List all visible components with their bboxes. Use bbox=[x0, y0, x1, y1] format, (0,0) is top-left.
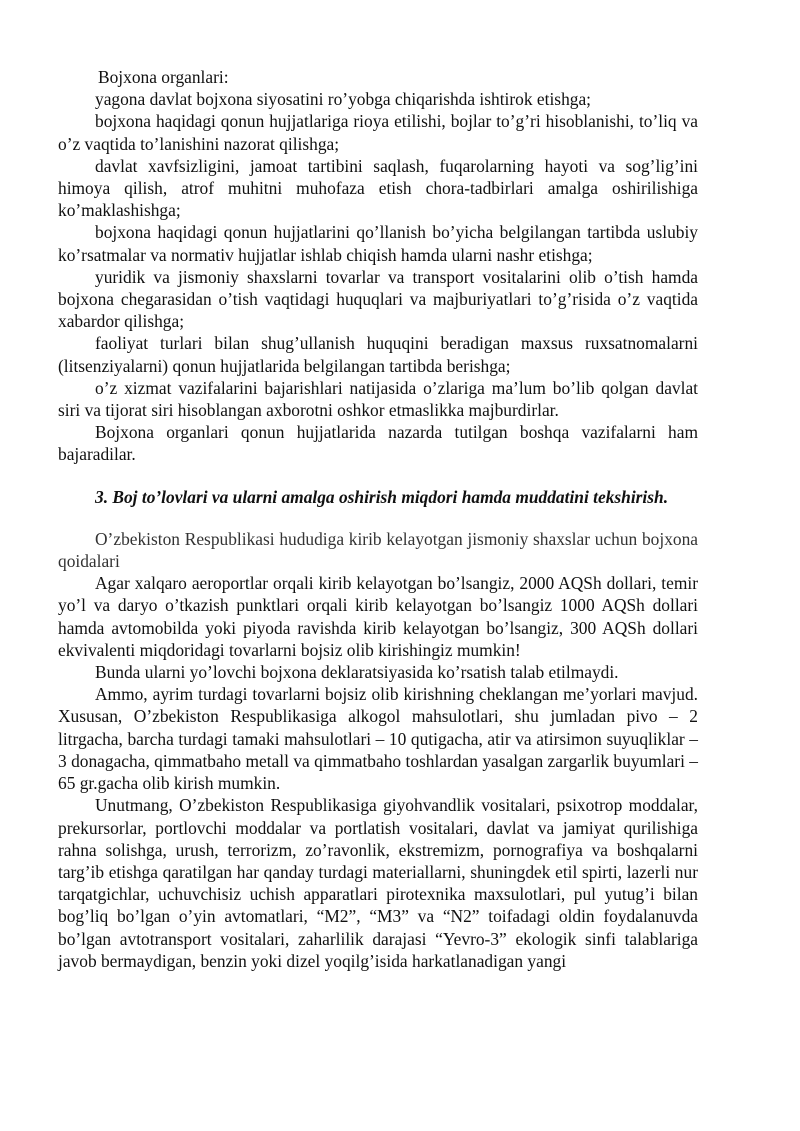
duty-item: o’z xizmat vazifalarini bajarishlari natijasida o’zlariga ma’lum bo’lib qolgan davlat siri va tijorat siri hisoblangan axborotni oshkor etmaslikka majburdirlar. bbox=[58, 377, 698, 421]
duty-item: bojxona haqidagi qonun hujjatlarini qo’llanish bo’yicha belgilangan tartibda uslubiy ko’rsatmalar va normativ hujjatlar ishlab chiqish hamda ularni nashr etishga; bbox=[58, 222, 698, 265]
duty-item: yuridik va jismoniy shaxslarni tovarlar va transport vositalarini olib o’tish hamda bojxona chegarasidan o’tish vaqtidagi huquqlari va majburiyatlari to’g’risida o’z vaqtida xabardor qilishga; bbox=[58, 266, 698, 332]
body-paragraph: Bunda ularni yo’lovchi bojxona deklaratsiyasida ko’rsatish talab etilmaydi. bbox=[95, 662, 619, 683]
body-paragraph: Agar xalqaro aeroportlar orqali kirib kelayotgan bo’lsangiz, 2000 AQSh dollari, temir yo’l va daryo o’tkazish punktlari orqali kirib kelayotgan bo’lsangiz 1000 AQSh dollari hamda avtomobilda yoki piyoda ravishda kirib kelayotgan bo’lsangiz, 300 AQSh dollari ekvivalenti miqdoridagi tovarlarni bojsiz olib kirishingiz mumkin! bbox=[58, 573, 698, 660]
document-page bbox=[58, 66, 698, 972]
section-heading: 3. Boj to’lovlari va ularni amalga oshirish miqdori hamda muddatini tekshirish. bbox=[95, 486, 669, 507]
intro-lead: Bojxona organlari: bbox=[98, 67, 229, 87]
body-paragraph: Ammo, ayrim turdagi tovarlarni bojsiz olib kirishning cheklangan me’yorlari mavjud. Xususan, O’zbekiston Respublikasiga alkogol mahsulotlari, shu jumladan pivo – 2 litrgacha, barcha turdagi tamaki mahsulotlari – 10 qutigacha, atir va atirsimon suyuqliklar – 3 donagacha, qimmatbaho metall va qimmatbaho toshlardan yasalgan zargarlik buyumlari – 65 gr.gacha olib kirish mumkin. bbox=[58, 684, 698, 794]
duty-item: bojxona haqidagi qonun hujjatlariga rioya etilishi, bojlar to’g’ri hisoblanishi, to’liq va o’z vaqtida to’lanishini nazorat qilishga; bbox=[58, 111, 698, 154]
duty-item: davlat xavfsizligini, jamoat tartibini saqlash, fuqarolarning hayoti va sog’lig’ini himoya qilish, atrof muhitni muhofaza etish chora-tadbirlari amalga oshirilishiga ko’maklashishga; bbox=[58, 155, 698, 221]
body-paragraph: Unutmang, O’zbekiston Respublikasiga giyohvandlik vositalari, psixotrop moddalar, prekursorlar, portlovchi moddalar va portlatish vositalari, davlat va jamiyat qurilishiga rahna solishga, urush, terrorizm, zo’ravonlik, ekstremizm, pornografiya va boshqalarni targ’ib etishga qaratilgan har qanday turdagi materiallarni, shuningdek etil spirti, lazerli nur tarqatgichlar, uchuvchisiz uchish apparatlari pirotexnika maxsulotlari, pul yutug’i bilan bog’liq bo’lgan o’yin avtomatlari, “M2”, “M3” va “N2” toifadagi oldin foydalanuvda bo’lgan avtotransport vositalari, zaharlilik darajasi “Yevro-3” ekologik sinfi talablariga javob bermaydigan, benzin yoki dizel yoqilg’isida harkatlanadigan yangi bbox=[58, 795, 698, 971]
section-subheading: O’zbekiston Respublikasi hududiga kirib kelayotgan jismoniy shaxslar uchun bojxona qoidalari bbox=[58, 528, 698, 572]
duty-item: faoliyat turlari bilan shug’ullanish huquqini beradigan maxsus ruxsatnomalarni (litsenziyalarni) qonun hujjatlarida belgilangan tartibda berishga; bbox=[58, 333, 698, 376]
duty-item: yagona davlat bojxona siyosatini ro’yobga chiqarishda ishtirok etishga; bbox=[95, 89, 592, 110]
duty-item: Bojxona organlari qonun hujjatlarida nazarda tutilgan boshqa vazifalarni ham bajaradilar. bbox=[58, 422, 698, 465]
